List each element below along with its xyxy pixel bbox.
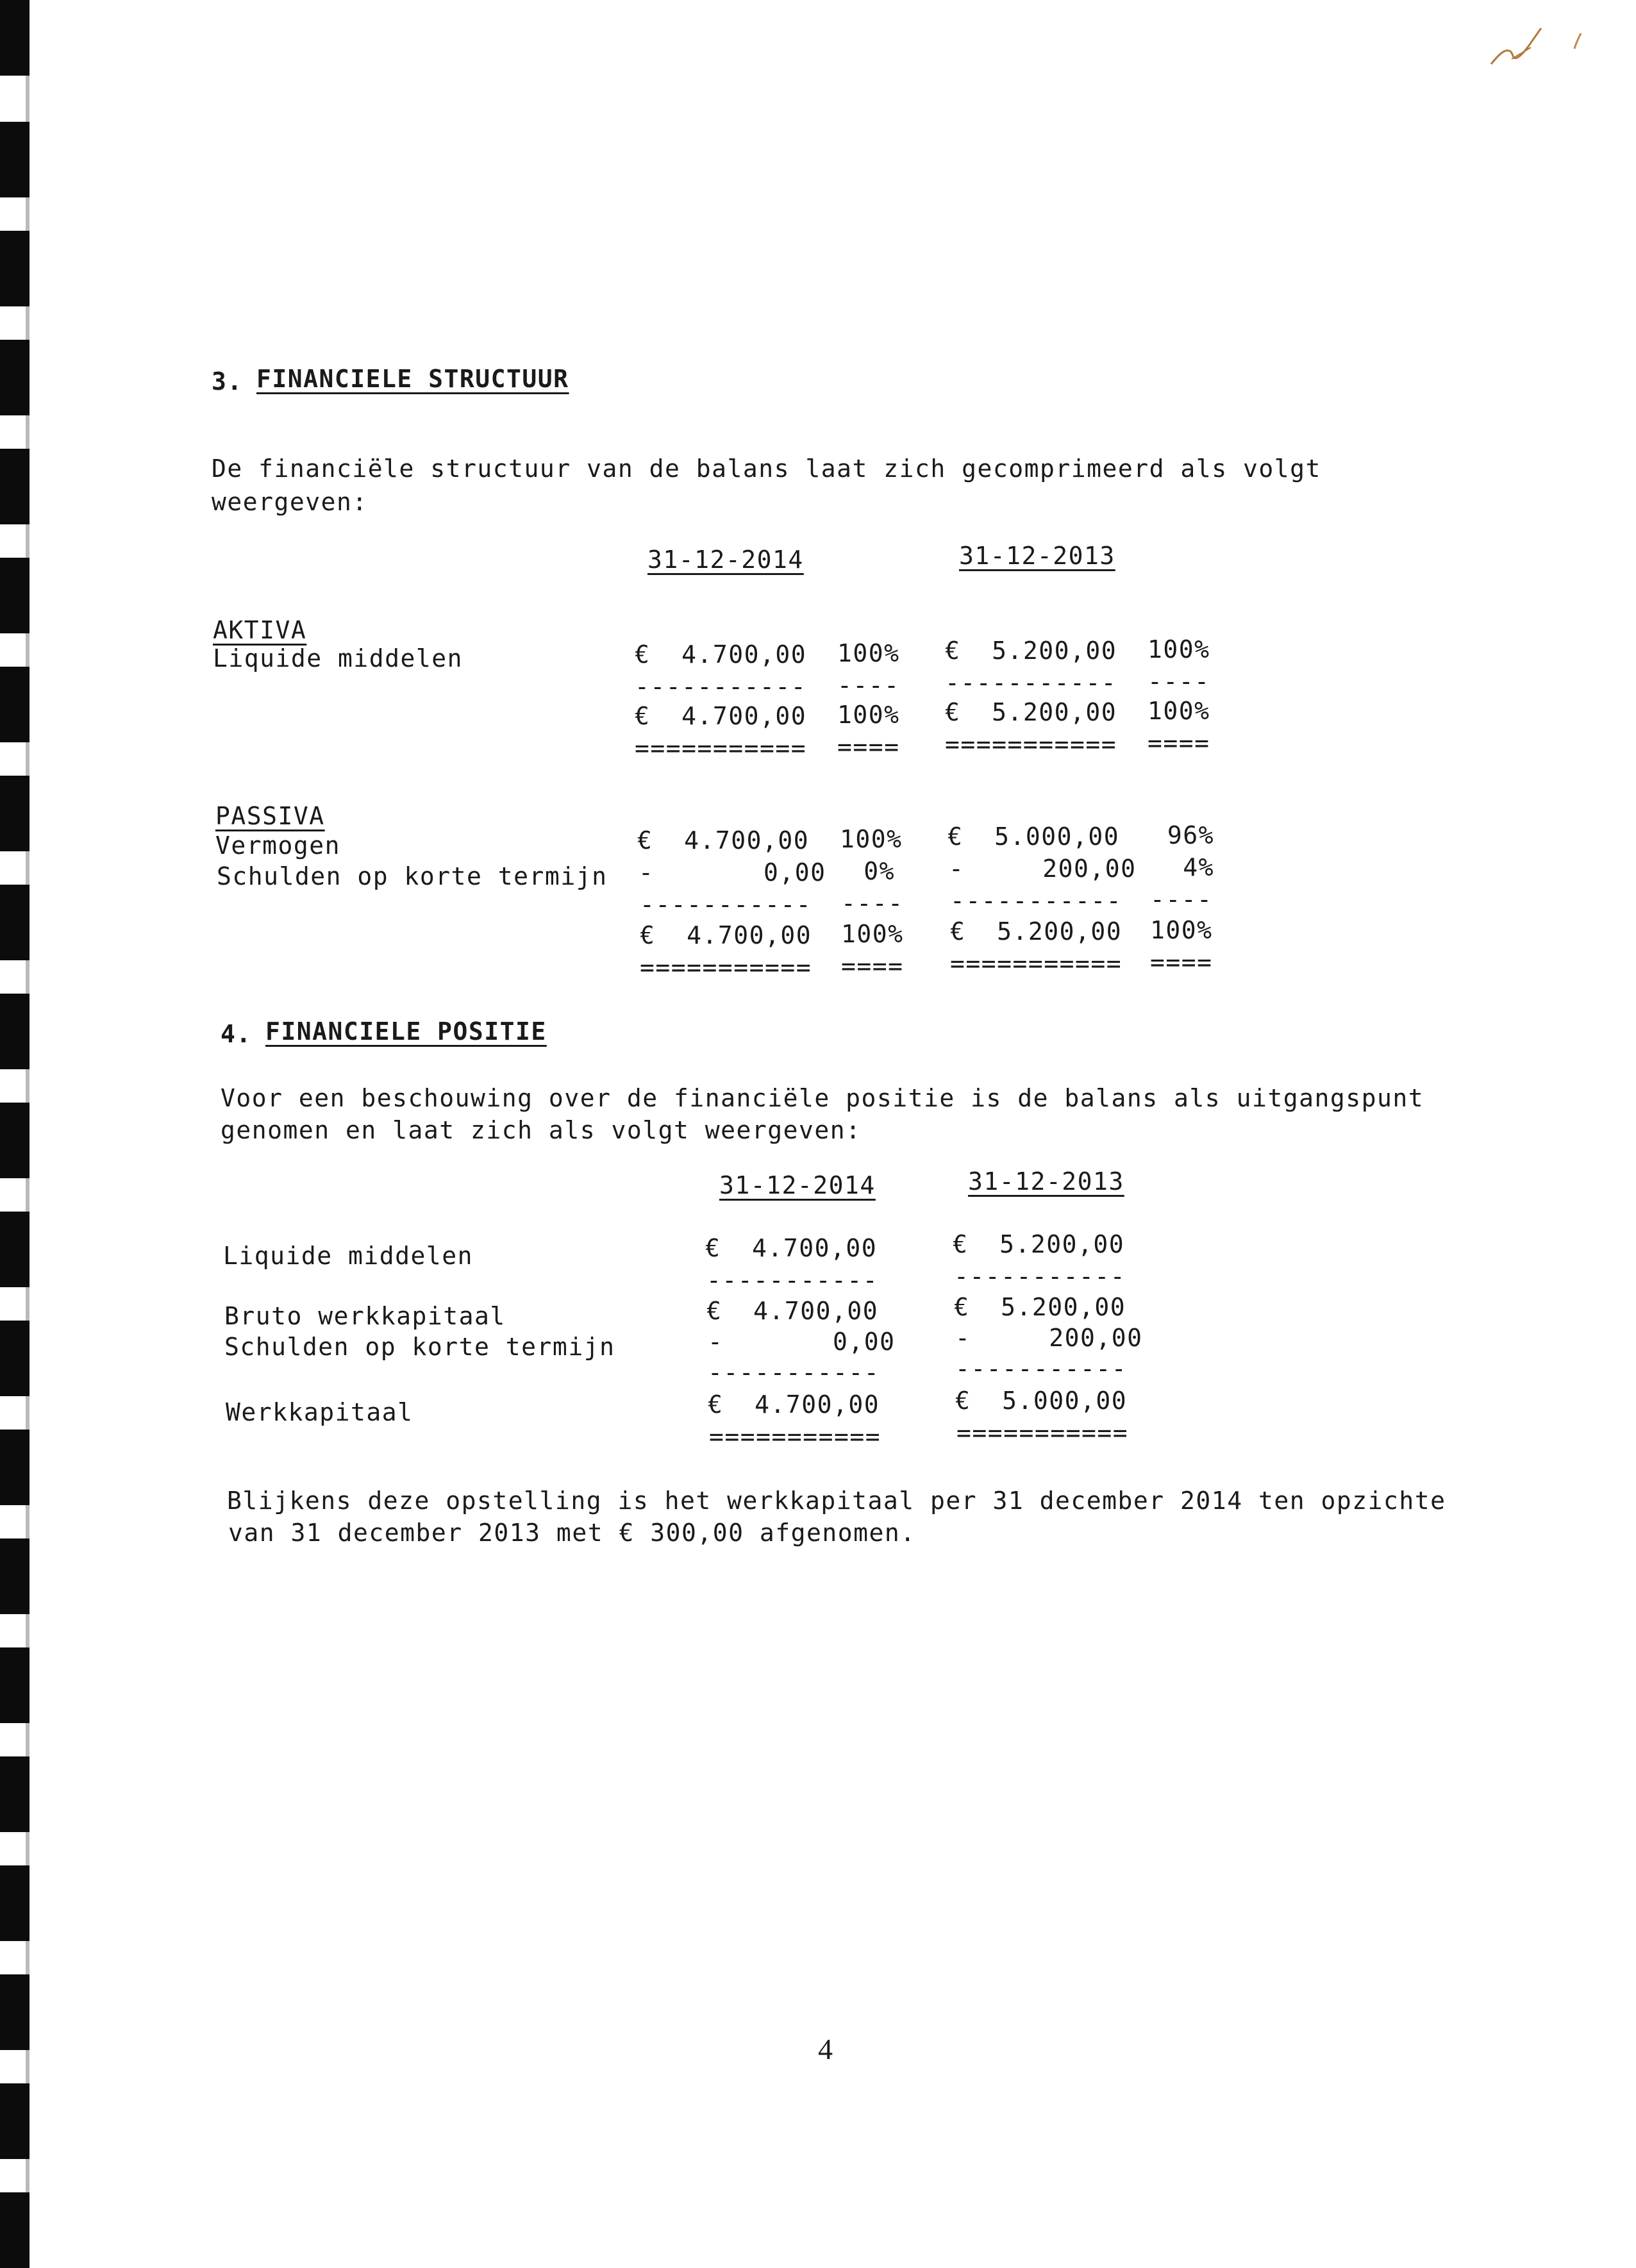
binding-hole xyxy=(0,122,29,197)
section3-intro-line2: weergeven: xyxy=(212,488,368,516)
binding-hole xyxy=(0,558,29,633)
passiva-row1-label: Vermogen xyxy=(215,831,341,860)
binding-hole xyxy=(0,0,29,76)
binding-hole xyxy=(0,449,29,524)
binding-hole xyxy=(0,1103,29,1178)
bruto-2014: € 4.700,00 xyxy=(706,1297,879,1325)
werkkapitaal-label: Werkkapitaal xyxy=(226,1398,413,1426)
binding-hole xyxy=(0,776,29,851)
section3-heading: FINANCIELE STRUCTUUR xyxy=(256,365,569,393)
aktiva-double-rule-pct-2013: ==== xyxy=(1148,729,1210,757)
liquide-label: Liquide middelen xyxy=(223,1242,474,1270)
section4-col-2014: 31-12-2014 xyxy=(719,1171,876,1199)
page-number: 4 xyxy=(818,2033,833,2065)
binding-strip xyxy=(0,0,58,2246)
werkkapitaal-2013: € 5.000,00 xyxy=(955,1387,1128,1415)
passiva-row1-2013: € 5.000,00 xyxy=(947,822,1120,851)
passiva-heading: PASSIVA xyxy=(215,802,325,830)
section3-number: 3. xyxy=(212,367,243,396)
aktiva-row-2014: € 4.700,00 xyxy=(635,640,807,669)
section3-col-2013: 31-12-2013 xyxy=(959,542,1115,570)
binding-hole xyxy=(0,1538,29,1614)
werkkapitaal-double-rule-2013: =========== xyxy=(956,1419,1129,1447)
werkkapitaal-double-rule-2014: =========== xyxy=(709,1422,881,1451)
aktiva-double-rule-2014: =========== xyxy=(635,734,807,762)
passiva-row2-pct-2013: 4% xyxy=(1183,853,1214,881)
aktiva-total-pct-2014: 100% xyxy=(837,701,900,729)
bruto-label: Bruto werkkapitaal xyxy=(224,1302,506,1330)
binding-hole xyxy=(0,667,29,742)
binding-hole xyxy=(0,231,29,306)
aktiva-row-pct-2013: 100% xyxy=(1148,635,1210,663)
section4-number: 4. xyxy=(221,1020,252,1048)
binding-hole xyxy=(0,1321,29,1396)
passiva-row2-2014: - 0,00 xyxy=(639,858,826,887)
aktiva-row-pct-2014: 100% xyxy=(837,639,900,667)
section4-intro-line1: Voor een beschouwing over de financiële positie is de balans als uitgangspunt xyxy=(221,1084,1424,1112)
liquide-2014: € 4.700,00 xyxy=(705,1234,878,1262)
passiva-row1-pct-2013: 96% xyxy=(1167,821,1214,849)
binding-hole xyxy=(0,1865,29,1941)
liquide-rule-2013: ----------- xyxy=(954,1262,1126,1290)
passiva-rule-2013: ----------- xyxy=(950,887,1123,915)
aktiva-double-rule-2013: =========== xyxy=(945,730,1117,758)
aktiva-row-label: Liquide middelen xyxy=(213,644,463,672)
binding-hole xyxy=(0,2083,29,2159)
passiva-double-rule-2014: =========== xyxy=(640,953,812,981)
aktiva-rule-pct-2014: ---- xyxy=(837,671,900,699)
aktiva-row-2013: € 5.200,00 xyxy=(945,637,1117,665)
aktiva-double-rule-pct-2014: ==== xyxy=(837,733,900,761)
passiva-total-pct-2014: 100% xyxy=(841,920,904,948)
passiva-row1-2014: € 4.700,00 xyxy=(637,826,810,855)
section4-intro-line2: genomen en laat zich als volgt weergeven: xyxy=(221,1116,862,1144)
conclusion-line1: Blijkens deze opstelling is het werkkapitaal per 31 december 2014 ten opzichte xyxy=(227,1487,1446,1515)
binding-hole xyxy=(0,340,29,415)
section4-col-2013: 31-12-2013 xyxy=(968,1167,1124,1196)
section3-intro-line1: De financiële structuur van de balans laat zich gecomprimeerd als volgt xyxy=(212,454,1321,483)
liquide-2013: € 5.200,00 xyxy=(953,1230,1125,1258)
liquide-rule-2014: ----------- xyxy=(706,1266,879,1294)
binding-hole xyxy=(0,885,29,960)
werkkapitaal-2014: € 4.700,00 xyxy=(708,1390,880,1419)
passiva-double-rule-pct-2013: ==== xyxy=(1150,948,1213,976)
passiva-row2-pct-2014: 0% xyxy=(864,857,895,885)
binding-hole xyxy=(0,1756,29,1832)
passiva-total-2014: € 4.700,00 xyxy=(640,921,812,949)
binding-hole xyxy=(0,1974,29,2050)
passiva-rule-2014: ----------- xyxy=(640,890,812,919)
schulden-rule-2014: ----------- xyxy=(708,1358,880,1387)
schulden-2013: - 200,00 xyxy=(955,1324,1143,1352)
aktiva-heading: AKTIVA xyxy=(213,616,307,644)
schulden-2014: - 0,00 xyxy=(708,1328,896,1356)
section3-col-2014: 31-12-2014 xyxy=(647,546,804,574)
passiva-total-2013: € 5.200,00 xyxy=(950,917,1123,946)
passiva-row1-pct-2014: 100% xyxy=(840,825,903,853)
binding-hole xyxy=(0,2192,29,2268)
aktiva-rule-2014: ----------- xyxy=(635,672,807,701)
aktiva-total-pct-2013: 100% xyxy=(1148,697,1210,725)
passiva-row2-label: Schulden op korte termijn xyxy=(217,862,608,890)
passiva-total-pct-2013: 100% xyxy=(1150,916,1213,944)
schulden-label: Schulden op korte termijn xyxy=(224,1333,615,1361)
binding-hole xyxy=(0,1212,29,1287)
passiva-double-rule-2013: =========== xyxy=(950,949,1123,978)
aktiva-total-2014: € 4.700,00 xyxy=(635,702,807,730)
handwritten-paraph xyxy=(1486,19,1589,77)
aktiva-rule-2013: ----------- xyxy=(945,669,1117,697)
passiva-rule-pct-2013: ---- xyxy=(1150,885,1213,913)
conclusion-line2: van 31 december 2013 met € 300,00 afgenomen. xyxy=(228,1519,916,1547)
aktiva-total-2013: € 5.200,00 xyxy=(945,698,1117,726)
aktiva-rule-pct-2013: ---- xyxy=(1148,667,1210,696)
passiva-double-rule-pct-2014: ==== xyxy=(841,952,904,980)
section4-heading: FINANCIELE POSITIE xyxy=(265,1017,547,1046)
passiva-rule-pct-2014: ---- xyxy=(841,889,904,917)
schulden-rule-2013: ----------- xyxy=(955,1355,1128,1383)
binding-hole xyxy=(0,994,29,1069)
passiva-row2-2013: - 200,00 xyxy=(949,855,1137,883)
binding-hole xyxy=(0,1647,29,1723)
bruto-2013: € 5.200,00 xyxy=(954,1293,1126,1321)
binding-hole xyxy=(0,1430,29,1505)
